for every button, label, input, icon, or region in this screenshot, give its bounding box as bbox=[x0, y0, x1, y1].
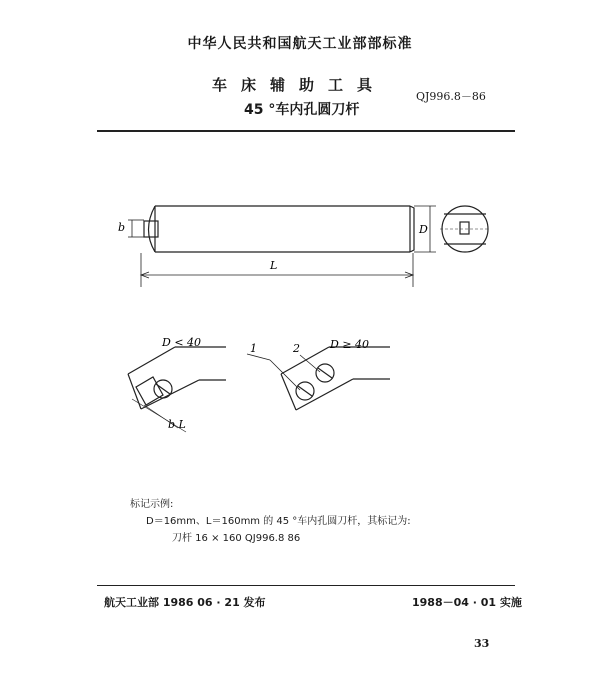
footer-rule bbox=[97, 585, 515, 586]
example-line-2: 刀杆 16 × 160 QJ996.8 86 bbox=[172, 533, 301, 544]
document-title: 45 °车内孔圆刀杆 bbox=[244, 102, 360, 118]
standard-code: QJ996.8－86 bbox=[416, 90, 486, 103]
part-2-label: 2 bbox=[293, 342, 300, 355]
dim-D-label: D bbox=[419, 223, 428, 236]
category-title: 车床辅助工具 bbox=[212, 76, 387, 94]
part-1-label: 1 bbox=[250, 342, 257, 355]
b-dimension-label: b L bbox=[168, 418, 186, 431]
bar-side-view bbox=[144, 206, 414, 252]
condition-large: D ≥ 40 bbox=[330, 338, 370, 351]
standard-title: 中华人民共和国航天工业部部标准 bbox=[187, 36, 413, 52]
dim-b-label: b bbox=[118, 221, 126, 234]
dimension-lines bbox=[128, 206, 436, 287]
effective-date: 1988－04 · 01 实施 bbox=[412, 596, 522, 609]
end-view bbox=[440, 206, 490, 252]
issued-date: 航天工业部 1986 06 · 21 发布 bbox=[104, 596, 266, 609]
example-label: 标记示例: bbox=[130, 499, 174, 510]
detail-large bbox=[247, 347, 390, 410]
dim-L-label: L bbox=[270, 259, 278, 272]
page-number: 33 bbox=[474, 637, 490, 650]
example-line-1: D＝16mm、L＝160mm 的 45 °车内孔圆刀杆，其标记为: bbox=[146, 516, 411, 527]
condition-small: D < 40 bbox=[162, 336, 202, 349]
